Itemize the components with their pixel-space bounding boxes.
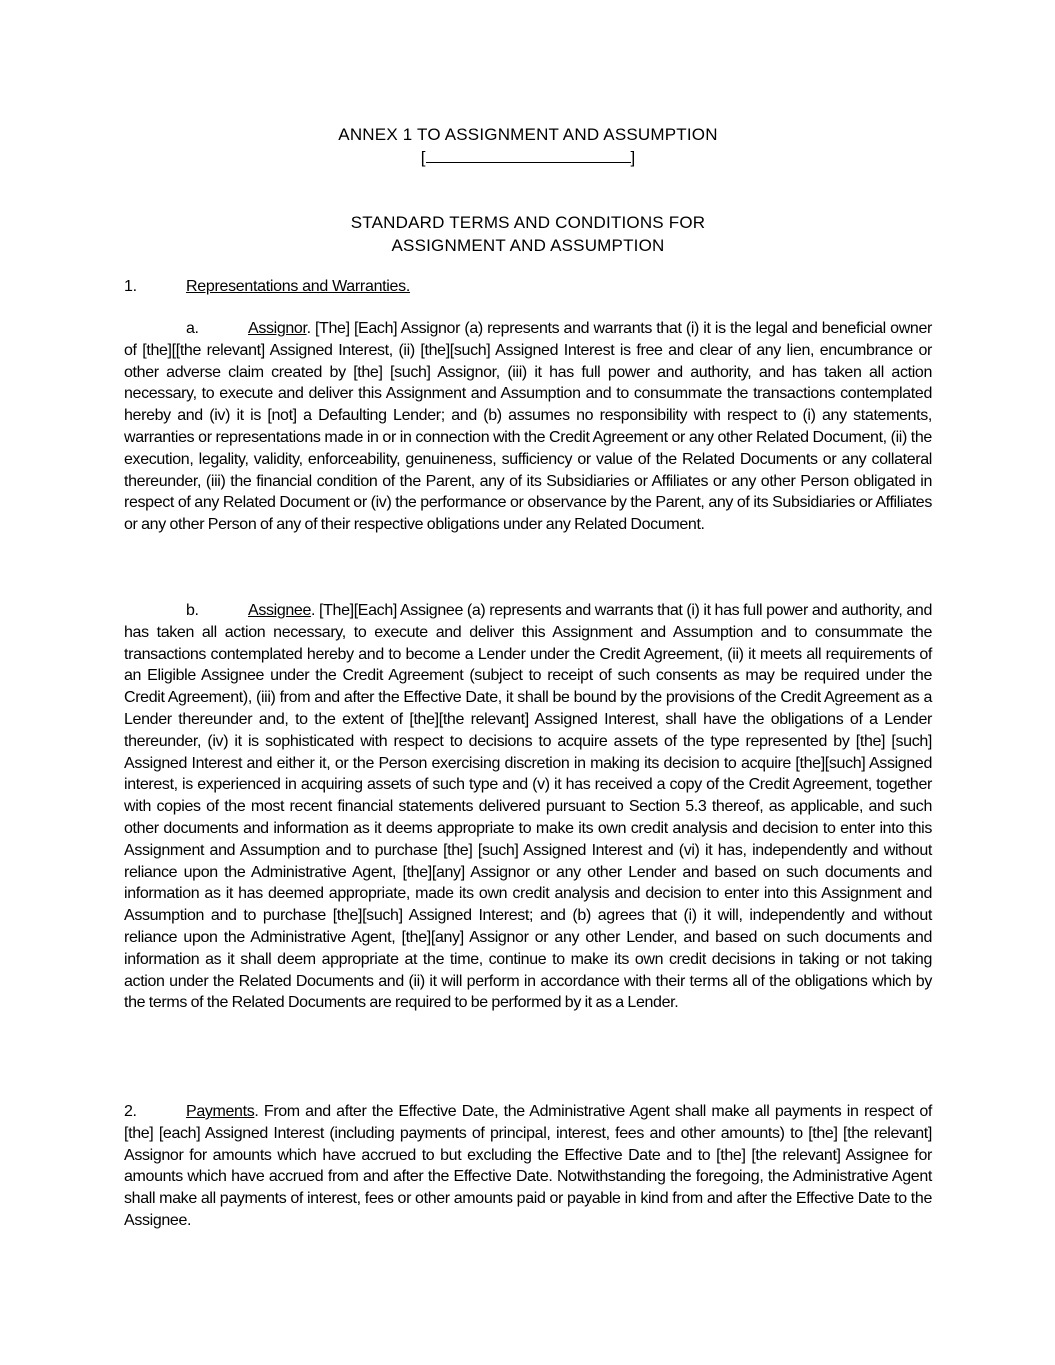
blank-line	[426, 147, 631, 163]
annex-title: ANNEX 1 TO ASSIGNMENT AND ASSUMPTION	[338, 125, 718, 144]
paragraph-1b-heading: Assignee	[248, 602, 312, 619]
paragraph-1a-heading: Assignor	[248, 320, 307, 337]
blank-bracket-field	[124, 147, 932, 169]
standard-title-line-1: STANDARD TERMS AND CONDITIONS FOR	[350, 213, 706, 232]
paragraph-1b-letter: b.	[186, 602, 199, 619]
paragraph-1a-letter: a.	[186, 320, 199, 337]
paragraph-1a-assignor	[124, 318, 932, 536]
standard-title-line-2: ASSIGNMENT AND ASSUMPTION	[391, 236, 665, 255]
section-2-text: . From and after the Effective Date, the Administrative Agent shall make all payments in respect of [the] [each] Assigned Interest (including payments of principal, interest, fees and other amounts) to [the] [the relevant] Assignor for amounts which have accrued to but excluding the Effective Date and to [the] [the relevant] Assignee for amounts which have accrued from and after the Effective Date. Notwithstanding the foregoing, the Administrative Agent shall make all payments of interest, fees or other amounts paid or payable in kind from and after the Effective Date to the Assignee.	[124, 1103, 932, 1229]
section-2-heading: Payments	[186, 1103, 255, 1120]
section-1-number: 1.	[124, 278, 137, 295]
standard-terms-title	[124, 211, 932, 257]
document-page	[124, 0, 932, 1365]
section-1-heading	[124, 276, 932, 298]
section-1-title: Representations and Warranties.	[186, 278, 411, 295]
section-2-number: 2.	[124, 1103, 137, 1120]
bracket-close: ]	[630, 148, 636, 167]
paragraph-1a-text: . [The] [Each] Assignor (a) represents and warrants that (i) it is the legal and beneficial owner of [the][[the relevant] Assigned Interest, (ii) [the][such] Assigned Interest is free and clear of any lien, encumbrance or other adverse claim created by [the] [such] Assignor, (iii) it has full power and authority, and has taken all action necessary, to execute and deliver this Assignment and Assumption and to consummate the transactions contemplated hereby and (iv) it is [not] a Defaulting Lender; and (b) assumes no responsibility with respect to (i) any statements, warranties or representations made in or in connection with the Credit Agreement or any other Related Document, (ii) the execution, legality, validity, enforceability, genuineness, sufficiency or value of the Related Documents or any collateral thereunder, (iii) the financial condition of the Parent, any of its Subsidiaries or Affiliates or any other Person obligated in respect of any Related Document or (iv) the performance or observance by the Parent, any of its Subsidiaries or Affiliates or any other Person of any of their respective obligations under any Related Document.	[124, 320, 932, 534]
bracket-open: [	[420, 148, 426, 167]
section-2-payments	[124, 1101, 932, 1232]
paragraph-1b-assignee	[124, 600, 932, 1014]
paragraph-1b-text: . [The][Each] Assignee (a) represents and warrants that (i) it has full power and authority, and has taken all action necessary, to execute and deliver this Assignment and Assumption and to consummate the transactions contemplated hereby and to become a Lender under the Credit Agreement, (ii) it meets all requirements of an Eligible Assignee under the Credit Agreement (subject to receipt of such consents as may be required under the Credit Agreement), (iii) from and after the Effective Date, it shall be bound by the provisions of the Credit Agreement as a Lender thereunder and, to the extent of [the][the relevant] Assigned Interest, shall have the obligations of a Lender thereunder, (iv) it is sophisticated with respect to decisions to acquire assets of the type represented by [the] [such] Assigned Interest and either it, or the Person exercising discretion in making its decision to acquire [the][such] Assigned interest, is experienced in acquiring assets of such type and (v) it has received a copy of the Credit Agreement, together with copies of the most recent financial statements delivered pursuant to Section 5.3 thereof, as applicable, and such other documents and information as it deems appropriate to make its own credit analysis and decision to enter into this Assignment and Assumption and to purchase [the] [such] Assigned Interest and (vi) it has, independently and without reliance upon the Administrative Agent, [the][any] Assignor or any other Lender and based on such documents and information as it has deemed appropriate, made its own credit analysis and decision to enter into this Assignment and Assumption and to purchase [the][such] Assigned Interest; and (b) agrees that (i) it will, independently and without reliance upon the Administrative Agent, [the][any] Assignor or any other Lender, and based on such documents and information as it shall deem appropriate at the time, continue to make its own credit decisions in taking or not taking action under the Related Documents and (ii) it will perform in accordance with their terms all of the obligations which by the terms of the Related Documents are required to be performed by it as a Lender.	[124, 602, 932, 1012]
